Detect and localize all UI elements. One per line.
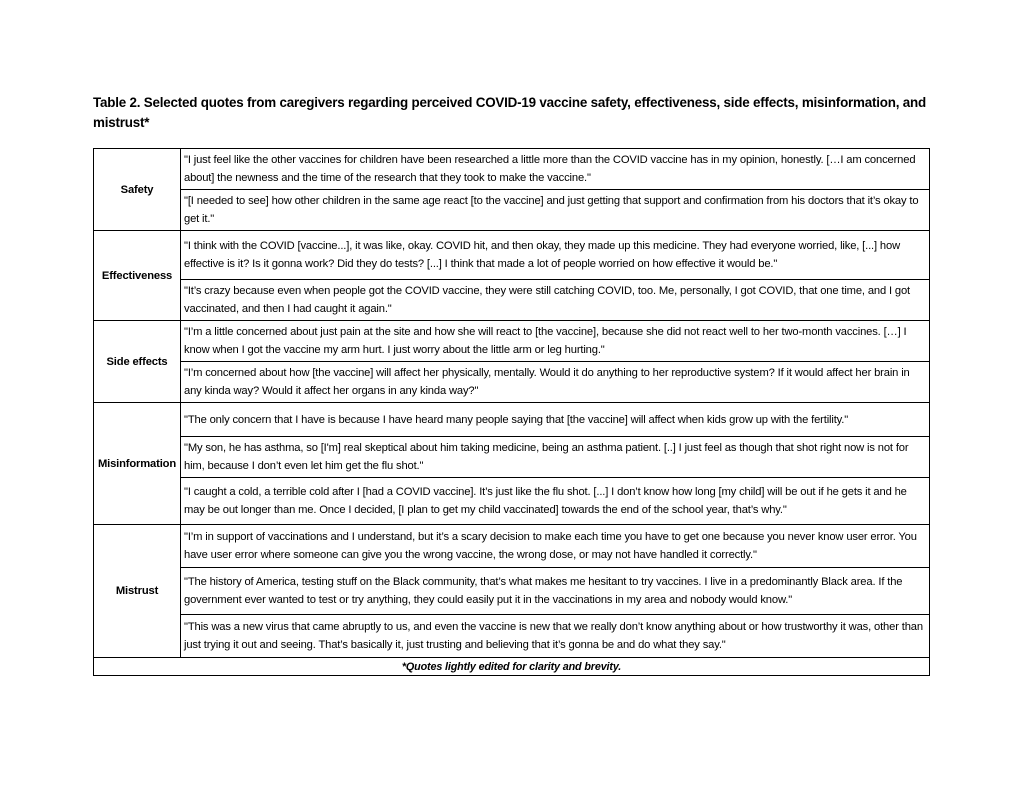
quote-cell: "I’m a little concerned about just pain at the site and how she will react to [the vaccine], because she did not react well to her two-month vaccines. […] I know when I got the vaccine my arm hurt. I just worry about the little arm or leg hurting.": [181, 321, 930, 362]
quote-cell: "The history of America, testing stuff on the Black community, that’s what makes me hesitant to try vaccines. I live in a predominantly Black area. If the government ever wanted to test or try anything, they could easily put it in the vaccinations in my area and nobody would know.": [181, 568, 930, 615]
category-cell-side-effects: Side effects: [94, 321, 181, 403]
footnote-row: [94, 658, 930, 676]
category-cell-mistrust: Mistrust: [94, 525, 181, 658]
table-row: [94, 280, 930, 321]
table-row: [94, 403, 930, 437]
category-cell-misinformation: Misinformation: [94, 403, 181, 525]
table-title: Table 2. Selected quotes from caregivers regarding perceived COVID-19 vaccine safety, effectiveness, side effects, misinformation, and mistrust*: [93, 95, 926, 130]
table-row: [94, 321, 930, 362]
quote-cell: "I think with the COVID [vaccine...], it was like, okay. COVID hit, and then okay, they made up this medicine. They had everyone worried, like, [...] how effective is it? Is it gonna work? Did they do tests? [...] I think that made a lot of people worried on how effective it would be.": [181, 231, 930, 280]
quote-cell: "I’m in support of vaccinations and I understand, but it’s a scary decision to make each time you have to get one because you never know user error. You have user error where someone can give you the wrong vaccine, the wrong dose, or may not have handled it correctly.": [181, 525, 930, 568]
quote-cell: "[I needed to see] how other children in the same age react [to the vaccine] and just getting that support and confirmation from his doctors that it’s okay to get it.": [181, 190, 930, 231]
footnote: *Quotes lightly edited for clarity and brevity.: [94, 658, 930, 676]
table-row: [94, 478, 930, 525]
category-cell-safety: Safety: [94, 149, 181, 231]
category-cell-effectiveness: Effectiveness: [94, 231, 181, 321]
table-row: [94, 437, 930, 478]
table-row: [94, 525, 930, 568]
quote-cell: "I’m concerned about how [the vaccine] will affect her physically, mentally. Would it do anything to her reproductive system? If it would affect her brain in any kinda way? Would it affect her organs in any kinda way?": [181, 362, 930, 403]
quote-cell: "I just feel like the other vaccines for children have been researched a little more than the COVID vaccine has in my opinion, honestly. […I am concerned about] the newness and the time of the research that they took to make the vaccine.": [181, 149, 930, 190]
quote-cell: "It’s crazy because even when people got the COVID vaccine, they were still catching COVID, too. Me, personally, I got COVID, that one time, and I got vaccinated, and then I had caught it again.": [181, 280, 930, 321]
quote-cell: "This was a new virus that came abruptly to us, and even the vaccine is new that we really don’t know anything about or how trustworthy it was, other than just trying it out and seeing. That’s basically it, just trusting and believing that it’s gonna be and do what they say.": [181, 615, 930, 658]
table-row: [94, 190, 930, 231]
table-row: [94, 149, 930, 190]
quotes-table: [93, 148, 930, 676]
table-row: [94, 568, 930, 615]
table-row: [94, 231, 930, 280]
quote-cell: "My son, he has asthma, so [I'm] real skeptical about him taking medicine, being an asthma patient. [..] I just feel as though that shot right now is not for him, because I don’t even let him get the flu shot.": [181, 437, 930, 478]
table-row: [94, 362, 930, 403]
quote-cell: "I caught a cold, a terrible cold after I [had a COVID vaccine]. It’s just like the flu shot. [...] I don’t know how long [my child] will be out if he gets it and he may be out longer than me. Once I decided, [I plan to get my child vaccinated] towards the end of the school year, that’s why.": [181, 478, 930, 525]
quote-cell: "The only concern that I have is because I have heard many people saying that [the vaccine] will affect when kids grow up with the fertility.": [181, 403, 930, 437]
table-row: [94, 615, 930, 658]
